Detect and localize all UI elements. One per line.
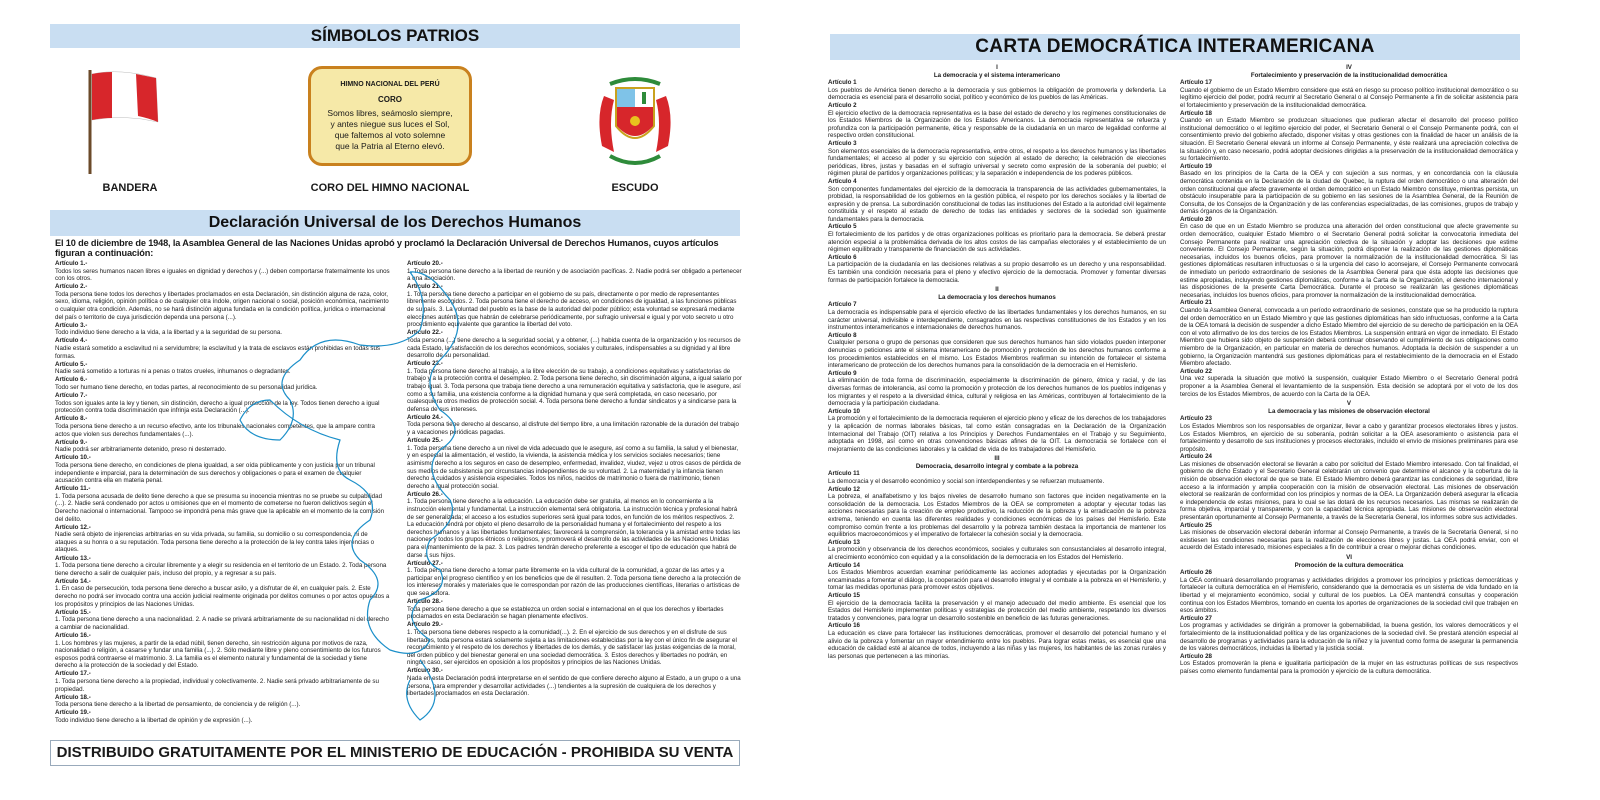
article-text: 1. Toda persona tiene derecho a la propiedad, individual y colectivamente. 2. Nadie será privado arbitrariamente de su propiedad. bbox=[55, 678, 379, 693]
article-text: 1. Toda persona tiene derecho al trabajo, a la libre elección de su trabajo, a condiciones equitativas y satisfactorias de trabajo y a la protección contra el desempleo. 2. Toda persona tiene derecho, sin discriminación alguna, a igual salario por trabajo igual. 3. Toda persona que trabaja tiene derecho a una remuneración equitativa y satisfactoria, que le asegure, así como a su familia, una existencia conforme a la dignidad humana y que será completada, en caso necesario, por cualesquiera otros medios de protección social. 4. Toda persona tiene derecho a fundar sindicatos y a sindicarse para la defensa de sus intereses. bbox=[407, 367, 742, 413]
article-number: Artículo 15 bbox=[828, 591, 860, 599]
article-number: Artículo 3 bbox=[828, 139, 857, 147]
article-text: En caso de que en un Estado Miembro se produzca una alteración del orden constitucional que afecte gravemente su orden democrático, cualquier Estado Miembro o el Secretario General podrá solicitar la convocatoria inmediata del Consejo Permanente para realizar una apreciación colectiva de la situación y adoptar las decisiones que estime conveniente. El Consejo Permanente, según la situación, podrá disponer la realización de las gestiones diplomáticas necesarias, incluidos los buenos oficios, para promover la normalización de la institucionalidad democrática. Si las gestiones diplomáticas resultaren infructuosas o si la urgencia del caso lo aconsejare, el Consejo Permanente convocará de inmediato un período extraordinario de sesiones de la Asamblea General para que ésta adopte las decisiones que estime apropiadas, incluyendo gestiones diplomáticas, conforme a la Carta de la Organización, el derecho internacional y las disposiciones de la presente Carta Democrática. Durante el proceso se realizarán las gestiones diplomáticas necesarias, incluidos los buenos oficios, para promover la normalización de la institucionalidad democrática. bbox=[1180, 223, 1518, 299]
carta-title: CARTA DEMOCRÁTICA INTERAMERICANA bbox=[830, 34, 1520, 60]
flag-caption: BANDERA bbox=[102, 182, 158, 194]
article-number: Artículo 30.- bbox=[407, 667, 443, 675]
article-text: Todo individuo tiene derecho a la libertad de opinión y de expresión (...). bbox=[55, 717, 253, 725]
article-number: Artículo 11.- bbox=[55, 485, 91, 493]
article-text: 1. Toda persona tiene derecho a un nivel de vida adecuado que le asegure, así como a su familia, la salud y el bienestar, y en especial la alimentación, el vestido, la vivienda, la asistencia médica y los servicios sociales necesarios; tiene asimismo derecho a los seguros en caso de desempleo, enfermedad, invalidez, viudez, vejez u otros casos de pérdida de sus medios de subsistencia por circunstancias independientes de su voluntad. 2. La maternidad y la infancia tienen derecho a cuidados y asistencia especiales. Todos los niños, nacidos de matrimonio o fuera de matrimonio, tienen derecho a igual protección social. bbox=[407, 444, 741, 490]
section-heading bbox=[1180, 400, 1518, 415]
article bbox=[828, 178, 1166, 224]
article-number: Artículo 21 bbox=[1180, 299, 1212, 307]
article-number: Artículo 16 bbox=[828, 622, 860, 630]
section-title: La democracia y el sistema interamericano bbox=[933, 71, 1061, 79]
article-number: Artículo 5 bbox=[828, 223, 857, 231]
article bbox=[407, 329, 742, 359]
article-number: Artículo 23.- bbox=[407, 360, 443, 368]
section-heading bbox=[828, 64, 1166, 79]
article-number: Artículo 15.- bbox=[55, 608, 91, 616]
section-heading bbox=[828, 455, 1166, 470]
section-number: VI bbox=[1346, 554, 1352, 561]
article-number: Artículo 2 bbox=[828, 101, 857, 109]
article bbox=[828, 592, 1166, 622]
section-title: La democracia y las misiones de observación electoral bbox=[1268, 407, 1430, 415]
article bbox=[1180, 368, 1518, 398]
article-number: Artículo 11 bbox=[828, 470, 860, 478]
coat-of-arms-icon bbox=[590, 66, 680, 178]
article-number: Artículo 13 bbox=[828, 538, 860, 546]
article-text: Nadie estará sometido a esclavitud ni a servidumbre; la esclavitud y la trata de esclavos están prohibidas en todas sus formas. bbox=[55, 345, 381, 360]
article bbox=[55, 670, 390, 693]
article-text: La pobreza, el analfabetismo y los bajos niveles de desarrollo humano son factores que inciden negativamente en la consolidación de la democracia. Los Estados Miembros de la OEA se comprometen a adoptar y ejecutar todas las acciones necesarias para la creación de empleo productivo, la reducción de la pobreza y la erradicación de la pobreza extrema, teniendo en cuenta las diferentes realidades y condiciones económicas de los países del Hemisferio. Este compromiso común frente a los problemas del desarrollo y la pobreza también destaca la importancia de mantener los equilibrios macroeconómicos y el imperativo de fortalecer la cohesión social y la democracia. bbox=[828, 493, 1166, 539]
article bbox=[828, 301, 1166, 331]
article-number: Artículo 28.- bbox=[407, 598, 443, 606]
article bbox=[1180, 110, 1518, 163]
article bbox=[55, 283, 390, 321]
article-number: Artículo 18 bbox=[1180, 109, 1212, 117]
article bbox=[828, 79, 1166, 102]
section-number: II bbox=[995, 286, 999, 294]
udhr-intro: El 10 de diciembre de 1948, la Asamblea General de las Naciones Unidas aprobó y proclamó la Declaración Universal de Derechos Humanos, cuyos artículos figuran a continuación: bbox=[55, 238, 719, 258]
article bbox=[55, 578, 390, 608]
article bbox=[1180, 79, 1518, 109]
article-number: Artículo 27 bbox=[1180, 614, 1212, 622]
article-number: Artículo 1.- bbox=[55, 260, 88, 267]
article-text: 1. En caso de persecución, toda persona tiene derecho a buscar asilo, y a disfrutar de él, en cualquier país. 2. Este derecho no podrá ser invocado contra una acción judicial realmente originada por delitos comunes o por actos opuestos a los propósitos y principios de las Naciones Unidas. bbox=[55, 585, 390, 608]
article bbox=[828, 254, 1166, 284]
article-number: Artículo 12.- bbox=[55, 523, 91, 531]
article-text: 1. Toda persona tiene derecho a una nacionalidad. 2. A nadie se privará arbitrariamente de su nacionalidad ni del derecho a cambiar de nacionalidad. bbox=[55, 616, 389, 631]
anthem-chorus-label: CORO bbox=[378, 95, 402, 104]
article-text: La eliminación de toda forma de discriminación, especialmente la discriminación de género, étnica y racial, y de las diversas formas de intolerancia, así como la promoción y protección de los derechos humanos de los pueblos indígenas y los migrantes y el respeto a la diversidad étnica, cultural y religiosa en las Américas, contribuyen al fortalecimiento de la democracia y la participación ciudadana. bbox=[828, 377, 1166, 408]
article bbox=[828, 486, 1166, 539]
article-number: Artículo 27.- bbox=[407, 559, 443, 567]
article-number: Artículo 3.- bbox=[55, 321, 88, 329]
article bbox=[1180, 299, 1518, 367]
article-number: Artículo 6.- bbox=[55, 376, 88, 384]
article-text: Nadie podrá ser arbitrariamente detenido, preso ni desterrado. bbox=[55, 446, 227, 454]
article-number: Artículo 18.- bbox=[55, 693, 91, 701]
flag-icon bbox=[80, 66, 180, 178]
article-text: 1. Toda persona acusada de delito tiene derecho a que se presuma su inocencia mientras no se pruebe su culpabilidad (...). 2. Nadie será condenado por actos u omisiones que en el momento de cometerse no fueron delictivos según el Derecho nacional o internacional. Tampoco se impondrá pena más grave que la aplicable en el momento de la comisión del delito. bbox=[55, 492, 385, 523]
anthem-caption: CORO DEL HIMNO NACIONAL bbox=[310, 182, 470, 194]
article-text: 1. Los hombres y las mujeres, a partir de la edad núbil, tienen derecho, sin restricción alguna por motivos de raza, nacionalidad o religión, a casarse y fundar una familia (...). 2. Sólo mediante libre y pleno consentimiento de los futuros esposos podrá contraerse el matrimonio. 3. La familia es el elemento natural y fundamental de la sociedad y tiene derecho a la protección de la sociedad y del Estado. bbox=[55, 639, 381, 670]
article bbox=[55, 392, 390, 415]
article-text: Toda persona tiene derecho a la libertad de pensamiento, de conciencia y de religión (...). bbox=[55, 701, 301, 709]
anthem-line: que la Patria al Eterno elevó. bbox=[335, 141, 445, 151]
article-number: Artículo 24 bbox=[1180, 453, 1212, 461]
section-heading bbox=[1180, 554, 1518, 569]
article bbox=[55, 415, 390, 438]
article-text: La promoción y el fortalecimiento de la democracia requieren el ejercicio pleno y eficaz de los derechos de los trabajadores y la aplicación de normas laborales básicas, tal como están consagradas en la Declaración de la Organización Internacional del Trabajo (OIT) relativa a los Principios y Derechos Fundamentales en el Trabajo y su Seguimiento, adoptada en 1998, así como en otras convenciones básicas afines de la OIT. La democracia se fortalece con el mejoramiento de las condiciones laborales y la calidad de vida de los trabajadores del Hemisferio. bbox=[828, 415, 1166, 453]
article bbox=[55, 260, 390, 283]
article-number: Artículo 25 bbox=[1180, 521, 1212, 529]
article-number: Artículo 10 bbox=[828, 407, 860, 415]
article bbox=[55, 439, 390, 454]
article-text: Todo ser humano tiene derecho, en todas partes, al reconocimiento de su personalidad jurídica. bbox=[55, 384, 318, 391]
article bbox=[55, 524, 390, 554]
article-text: Los Estados Miembros son los responsables de organizar, llevar a cabo y garantizar procesos electorales libres y justos. Los Estados Miembros, en ejercicio de su soberanía, podrán solicitar a la OEA asesoramiento o asistencia para el fortalecimiento y desarrollo de sus instituciones y procesos electorales, incluido el envío de misiones preliminares para ese propósito. bbox=[1180, 422, 1518, 453]
article-text: La promoción y observancia de los derechos económicos, sociales y culturales son consustanciales al desarrollo integral, al crecimiento económico con equidad y a la consolidación de la democracia en los Estados del Hemisferio. bbox=[828, 546, 1166, 561]
shield-caption: ESCUDO bbox=[611, 182, 659, 194]
article bbox=[55, 337, 390, 360]
article bbox=[1180, 653, 1518, 676]
udhr-column-1 bbox=[55, 260, 390, 725]
article-number: Artículo 21.- bbox=[407, 283, 443, 291]
article-text: Cualquier persona o grupo de personas que consideren que sus derechos humanos han sido violados pueden interponer denuncias o peticiones ante el sistema interamericano de promoción y protección de los derechos humanos conforme a los procedimientos establecidos en el mismo. Los Estados Miembros reafirman su intención de fortalecer el sistema interamericano de protección de los derechos humanos para la consolidación de la democracia en el Hemisferio. bbox=[828, 339, 1166, 370]
article-number: Artículo 8.- bbox=[55, 415, 88, 423]
article bbox=[1180, 453, 1518, 521]
article bbox=[407, 667, 742, 697]
article-text: Toda persona tiene todos los derechos y libertades proclamados en esta Declaración, sin distinción alguna de raza, color, sexo, idioma, religión, opinión política o de cualquier otra índole, origen nacional o social, posición económica, nacimiento o cualquier otra condición. Además, no se hará distinción alguna fundada en la condición política, jurídica o internacional del país o territorio de cuya jurisdicción dependa una persona (...). bbox=[55, 290, 389, 321]
article bbox=[1180, 415, 1518, 453]
article-text: Cuando el gobierno de un Estado Miembro considere que está en riesgo su proceso político institucional democrático o su legítimo ejercicio del poder, podrá recurrir al Secretario General o al Consejo Permanente a fin de solicitar asistencia para el fortalecimiento y preservación de la institucionalidad democrática. bbox=[1180, 86, 1518, 109]
article-number: Artículo 19 bbox=[1180, 162, 1212, 170]
article-text: Cuando en un Estado Miembro se produzcan situaciones que pudieran afectar el desarrollo del proceso político institucional democrático o el legítimo ejercicio del poder, el Secretario General o el Consejo Permanente podrá, con el consentimiento previo del gobierno afectado, disponer visitas y otras gestiones con la finalidad de hacer un análisis de la situación. El Secretario General elevará un informe al Consejo Permanente, y éste realizará una apreciación colectiva de la situación y, en caso necesario, podrá adoptar decisiones dirigidas a la preservación de la institucionalidad democrática y su fortalecimiento. bbox=[1180, 117, 1518, 163]
article bbox=[55, 694, 390, 709]
article bbox=[55, 361, 390, 376]
article-text: Nadie será objeto de injerencias arbitrarias en su vida privada, su familia, su domicilio o su correspondencia, ni de ataques a su honra o a su reputación. Toda persona tiene derecho a la protección de la ley contra tales injerencias o ataques. bbox=[55, 531, 375, 554]
article-text: Nadie será sometido a torturas ni a penas o tratos crueles, inhumanos o degradantes. bbox=[55, 368, 291, 376]
article-text: Los pueblos de América tienen derecho a la democracia y sus gobiernos la obligación de promoverla y defenderla. La democracia es esencial para el desarrollo social, político y económico de los pueblos de las Américas. bbox=[828, 86, 1166, 102]
article-number: Artículo 20.- bbox=[407, 260, 443, 267]
section-title: Democracia, desarrollo integral y combate a la pobreza bbox=[915, 462, 1079, 470]
article-text: 1. Toda persona tiene derecho a participar en el gobierno de su país, directamente o por medio de representantes libremente escogidos. 2. Toda persona tiene el derecho de acceso, en condiciones de igualdad, a las funciones públicas de su país. 3. La voluntad del pueblo es la base de la autoridad del poder público; esta voluntad se expresará mediante elecciones auténticas que habrán de celebrarse periódicamente, por sufragio universal e igual y por voto secreto u otro procedimiento equivalente que garantice la libertad del voto. bbox=[407, 290, 737, 329]
article-text: Todos son iguales ante la ley y tienen, sin distinción, derecho a igual protección de la ley. Todos tienen derecho a igual protección contra toda discriminación que infrinja esta Declaración (...). bbox=[55, 399, 380, 415]
article-text: La democracia y el desarrollo económico y social son interdependientes y se refuerzan mutuamente. bbox=[828, 478, 1105, 486]
article-number: Artículo 22.- bbox=[407, 329, 443, 337]
article-text: Toda persona tiene derecho a un recurso efectivo, ante los tribunales nacionales competentes, que la ampare contra actos que violen sus derechos fundamentales (...). bbox=[55, 422, 375, 438]
article-number: Artículo 1 bbox=[828, 79, 857, 87]
carta-column-2 bbox=[1180, 62, 1518, 676]
article bbox=[407, 621, 742, 667]
article-number: Artículo 12 bbox=[828, 485, 860, 493]
article-number: Artículo 19.- bbox=[55, 709, 91, 717]
anthem-line: que faltemos al voto solemne bbox=[334, 130, 446, 140]
article bbox=[1180, 163, 1518, 216]
article-text: El ejercicio de la democracia facilita la preservación y el manejo adecuado del medio ambiente. Es esencial que los Estados del Hemisferio implementen políticas y estrategias de protección del medio ambiente, respetando los diversos tratados y convenciones, para lograr un desarrollo sostenible en beneficio de las futuras generaciones. bbox=[828, 599, 1166, 622]
udhr-title: Declaración Universal de los Derechos Humanos bbox=[50, 210, 740, 236]
article-number: Artículo 10.- bbox=[55, 454, 91, 462]
article-text: Basado en los principios de la Carta de la OEA y con sujeción a sus normas, y en concordancia con la cláusula democrática contenida en la Declaración de la ciudad de Quebec, la ruptura del orden democrático o una alteración del orden constitucional que afecte gravemente el orden democrático en un Estado Miembro constituye, mientras persista, un obstáculo insuperable para la participación de su gobierno en las sesiones de la Asamblea General, de la Reunión de Consulta, de los Consejos de la Organización y de las conferencias especializadas, de las comisiones, grupos de trabajo y demás órganos de la Organización. bbox=[1180, 170, 1518, 216]
article-text: Cuando la Asamblea General, convocada a un período extraordinario de sesiones, constate que se ha producido la ruptura del orden democrático en un Estado Miembro y que las gestiones diplomáticas han sido infructuosas, conforme a la Carta de la OEA tomará la decisión de suspender a dicho Estado Miembro del ejercicio de su derecho de participación en la OEA con el voto afirmativo de los dos tercios de los Estados Miembros. La suspensión entrará en vigor de inmediato. El Estado Miembro que hubiera sido objeto de suspensión deberá continuar observando el cumplimiento de sus obligaciones como miembro de la Organización, en particular en materia de derechos humanos. Adoptada la decisión de suspender a un gobierno, la Organización mantendrá sus gestiones diplomáticas para el restablecimiento de la democracia en el Estado Miembro afectado. bbox=[1180, 307, 1518, 368]
article bbox=[55, 485, 390, 523]
section-number: III bbox=[994, 455, 1000, 463]
article-number: Artículo 29.- bbox=[407, 621, 443, 629]
article-text: El ejercicio efectivo de la democracia representativa es la base del estado de derecho y los regímenes constitucionales de los Estados Miembros de la Organización de los Estados Americanos. La democracia representativa se refuerza y profundiza con la participación permanente, ética y responsable de la ciudadanía en un marco de legalidad conforme al respectivo orden constitucional. bbox=[828, 109, 1166, 140]
article-number: Artículo 26.- bbox=[407, 490, 443, 498]
article-number: Artículo 16.- bbox=[55, 632, 91, 639]
article bbox=[407, 491, 742, 559]
article-text: 1. Toda persona tiene deberes respecto a la comunidad(...). 2. En el ejercicio de sus derechos y en el disfrute de sus libertades, toda persona estará solamente sujeta a las limitaciones establecidas por la ley con el único fin de asegurar el reconocimiento y el respeto de los derechos y libertades de los demás, y de satisfacer las justas exigencias de la moral, del orden público y del bienestar general en una sociedad democrática. 3. Estos derechos y libertades no podrán, en ningún caso, ser ejercidos en oposición a los propósitos y principios de las Naciones Unidas. bbox=[407, 629, 737, 667]
article bbox=[828, 140, 1166, 178]
anthem-line: Somos libres, seámoslo siempre, bbox=[327, 108, 453, 118]
article bbox=[1180, 522, 1518, 552]
article-number: Artículo 4.- bbox=[55, 337, 88, 345]
article bbox=[55, 454, 390, 484]
article-text: Una vez superada la situación que motivó la suspensión, cualquier Estado Miembro o el Secretario General podrá proponer a la Asamblea General el levantamiento de la suspensión. Esta decisión se adoptará por el voto de los dos tercios de los Estados Miembros, de acuerdo con la Carta de la OEA. bbox=[1180, 375, 1518, 398]
article-number: Artículo 23 bbox=[1180, 415, 1212, 423]
udhr-column-2 bbox=[407, 260, 742, 698]
article-text: Son componentes fundamentales del ejercicio de la democracia la transparencia de las actividades gubernamentales, la probidad, la responsabilidad de los gobiernos en la gestión pública, el respeto por los derechos sociales y la libertad de expresión y de prensa. La subordinación constitucional de todas las instituciones del Estado a la autoridad civil legalmente constituida y el respeto al estado de derecho de todas las entidades y sectores de la sociedad son igualmente fundamentales para la democracia. bbox=[828, 185, 1166, 223]
section-title: La democracia y los derechos humanos bbox=[938, 293, 1056, 301]
article bbox=[55, 555, 390, 578]
article-text: La democracia es indispensable para el ejercicio efectivo de las libertades fundamentales y los derechos humanos, en su carácter universal, indivisible e interdependiente, consagrados en las respectivas constituciones de los Estados y en los instrumentos interamericanos e internacionales de derechos humanos. bbox=[828, 309, 1166, 332]
article bbox=[828, 539, 1166, 562]
article-text: Toda persona (...) tiene derecho a la seguridad social, y a obtener, (...) habida cuenta de la organización y los recursos de cada Estado, la satisfacción de los derechos económicos, sociales y culturales, indispensables a su dignidad y al libre desarrollo de su personalidad. bbox=[407, 336, 741, 360]
article bbox=[407, 414, 742, 437]
article-text: Los Estados Miembros acuerdan examinar periódicamente las acciones adoptadas y ejecutadas por la Organización encaminadas a fomentar el diálogo, la cooperación para el desarrollo integral y el combate a la pobreza en el Hemisferio, y tomar las medidas oportunas para promover estos objetivos. bbox=[828, 569, 1166, 592]
flag-symbol bbox=[80, 62, 180, 194]
article bbox=[407, 560, 742, 598]
article-text: Nada en esta Declaración podrá interpretarse en el sentido de que confiere derecho alguno al Estado, a un grupo o a una persona, para emprender y desarrollar actividades (...) tendientes a la supresión de cualquiera de los derechos y libertades proclamados en esta Declaración. bbox=[407, 675, 741, 698]
article-text: Las misiones de observación electoral deberán informar al Consejo Permanente, a través de la Secretaría General, si no existiesen las condiciones necesarias para la realización de elecciones libres y justas. La OEA podrá enviar, con el acuerdo del Estado interesado, misiones especiales a fin de contribuir a crear o mejorar dichas condiciones. bbox=[1180, 529, 1518, 552]
article-text: 1. Toda persona tiene derecho a circular libremente y a elegir su residencia en el territorio de un Estado. 2. Toda persona tiene derecho a salir de cualquier país, incluso del propio, y a regresar a su país. bbox=[55, 562, 387, 577]
article bbox=[407, 260, 742, 283]
section-number: I bbox=[996, 64, 998, 71]
article bbox=[407, 437, 742, 490]
section-number: IV bbox=[1346, 64, 1352, 71]
article bbox=[55, 632, 390, 670]
article bbox=[828, 408, 1166, 454]
article bbox=[407, 598, 742, 621]
article-text: Toda persona tiene derecho, en condiciones de plena igualdad, a ser oída públicamente y con justicia por un tribunal independiente e imparcial, para la determinación de sus derechos y obligaciones o para el examen de cualquier acusación contra ella en materia penal. bbox=[55, 461, 375, 485]
article-text: Son elementos esenciales de la democracia representativa, entre otros, el respeto a los derechos humanos y las libertades fundamentales; el acceso al poder y su ejercicio con sujeción al estado de derecho; la celebración de elecciones periódicas, libres, justas y basadas en el sufragio universal y secreto como expresión de la soberanía del pueblo; el régimen plural de partidos y organizaciones políticas; y la separación e independencia de los poderes públicos. bbox=[828, 147, 1166, 178]
article bbox=[407, 283, 742, 329]
article-number: Artículo 20 bbox=[1180, 215, 1212, 223]
article-number: Artículo 17 bbox=[1180, 79, 1212, 87]
article bbox=[828, 470, 1166, 485]
article-number: Artículo 24.- bbox=[407, 413, 443, 421]
article-number: Artículo 13.- bbox=[55, 554, 91, 562]
article bbox=[828, 223, 1166, 253]
article bbox=[828, 622, 1166, 660]
article-number: Artículo 26 bbox=[1180, 569, 1212, 577]
article-text: 1. Toda persona tiene derecho a tomar parte libremente en la vida cultural de la comunidad, a gozar de las artes y a participar en el progreso científico y en los beneficios que de él resulten. 2. Toda persona tiene derecho a la protección de los intereses morales y materiales que le correspondan por razón de las producciones científicas, literarias o artísticas de que sea autora. bbox=[407, 567, 741, 598]
article-number: Artículo 2.- bbox=[55, 283, 88, 291]
article bbox=[828, 332, 1166, 370]
article-text: El fortalecimiento de los partidos y de otras organizaciones políticas es prioritario para la democracia. Se deberá prestar atención especial a la problemática derivada de los altos costos de las campañas electorales y el establecimiento de un régimen equilibrado y transparente de financiación de sus actividades. bbox=[828, 231, 1166, 254]
section-heading bbox=[828, 286, 1166, 301]
article-text: Los programas y actividades se dirigirán a promover la gobernabilidad, la buena gestión, los valores democráticos y el fortalecimiento de la institucionalidad política y de las organizaciones de la sociedad civil. Se prestará atención especial al desarrollo de programas y actividades para la educación de la niñez y la juventud como forma de asegurar la permanencia de los valores democráticos, incluidas la libertad y la justicia social. bbox=[1180, 622, 1518, 653]
article bbox=[1180, 216, 1518, 300]
article-text: 1. Toda persona tiene derecho a la educación. La educación debe ser gratuita, al menos en lo concerniente a la instrucción elemental y fundamental. La instrucción elemental será obligatoria. La instrucción técnica y profesional habrá de ser generalizada; el acceso a los estudios superiores será igual para todos, en función de los méritos respectivos. 2. La educación tendrá por objeto el pleno desarrollo de la personalidad humana y el fortalecimiento del respeto a los derechos humanos y a las libertades fundamentales; favorecerá la comprensión, la tolerancia y la amistad entre todas las naciones y todos los grupos étnicos o religiosos, y promoverá el desarrollo de las actividades de las Naciones Unidas para el mantenimiento de la paz. 3. Los padres tendrán derecho preferente a escoger el tipo de educación que habrá de darse a sus hijos. bbox=[407, 498, 741, 559]
article-text: Las misiones de observación electoral se llevarán a cabo por solicitud del Estado Miembro interesado. Con tal finalidad, el gobierno de dicho Estado y el Secretario General celebrarán un convenio que determine el alcance y la cobertura de la misión de observación electoral de que se trate. El Estado Miembro deberá garantizar las condiciones de seguridad, libre acceso a la información y amplia cooperación con la misión de observación electoral. Las misiones de observación electoral se realizarán de conformidad con los principios y normas de la OEA. La Organización deberá asegurar la eficacia e independencia de estas misiones, para lo cual se las dotará de los recursos necesarios. Las mismas se realizarán de forma objetiva, imparcial y transparente, y con la capacidad técnica apropiada. Las misiones de observación electoral presentarán oportunamente al Consejo Permanente, a través de la Secretaría General, los informes sobre sus actividades. bbox=[1180, 460, 1518, 522]
anthem-title: HIMNO NACIONAL DEL PERÚ bbox=[340, 81, 440, 88]
article-number: Artículo 22 bbox=[1180, 367, 1212, 375]
section-title: Promoción de la cultura democrática bbox=[1294, 561, 1404, 569]
symbols-title: SÍMBOLOS PATRIOS bbox=[50, 24, 740, 48]
article-number: Artículo 8 bbox=[828, 331, 857, 339]
article-text: Los Estados promoverán la plena e igualitaria participación de la mujer en las estructuras políticas de sus respectivos países como elemento fundamental para la promoción y ejercicio de la cultura democrática. bbox=[1180, 660, 1518, 675]
article-number: Artículo 4 bbox=[828, 177, 857, 185]
shield-symbol bbox=[590, 62, 680, 194]
article-number: Artículo 6 bbox=[828, 253, 857, 261]
article bbox=[1180, 615, 1518, 653]
article-text: Toda persona tiene derecho al descanso, al disfrute del tiempo libre, a una limitación razonable de la duración del trabajo y a vacaciones periódicas pagadas. bbox=[407, 421, 739, 437]
carta-column-1 bbox=[828, 62, 1166, 660]
section-title: Fortalecimiento y preservación de la institucionalidad democrática bbox=[1250, 71, 1448, 79]
article-text: Todos los seres humanos nacen libres e iguales en dignidad y derechos y (...) deben comportarse fraternalmente los unos con los otros. bbox=[55, 267, 390, 283]
article-text: Toda persona tiene derecho a que se establezca un orden social e internacional en el que los derechos y libertades proclamados en esta Declaración se hagan plenamente efectivos. bbox=[407, 605, 724, 621]
article bbox=[55, 709, 390, 724]
article bbox=[828, 370, 1166, 408]
anthem-scroll bbox=[308, 66, 472, 166]
article-text: La educación es clave para fortalecer las instituciones democráticas, promover el desarrollo del potencial humano y el alivio de la pobreza y fomentar un mayor entendimiento entre los pueblos. Para lograr estas metas, es esencial que una educación de calidad esté al alcance de todos, incluyendo a las niñas y las mujeres, los habitantes de las zonas rurales y las personas que pertenecen a las minorías. bbox=[828, 629, 1166, 660]
article-number: Artículo 9 bbox=[828, 369, 857, 377]
right-panel bbox=[820, 0, 1600, 800]
article bbox=[828, 102, 1166, 140]
article-number: Artículo 28 bbox=[1180, 652, 1212, 660]
article-number: Artículo 7.- bbox=[55, 392, 88, 400]
article bbox=[55, 609, 390, 632]
article-number: Artículo 14 bbox=[828, 561, 860, 569]
article bbox=[407, 360, 742, 413]
article-text: 1. Toda persona tiene derecho a la libertad de reunión y de asociación pacíficas. 2. Nadie podrá ser obligado a pertenecer a una asociación. bbox=[407, 267, 742, 283]
article-number: Artículo 25.- bbox=[407, 437, 443, 445]
left-panel bbox=[0, 0, 770, 800]
section-heading bbox=[1180, 64, 1518, 79]
article-text: La OEA continuará desarrollando programas y actividades dirigidos a promover los principios y prácticas democráticas y fortalecer la cultura democrática en el Hemisferio, considerando que la democracia es un sistema de vida fundado en la libertad y el mejoramiento económico, social y cultural de los pueblos. La OEA mantendrá consultas y cooperación continua con los Estados Miembros, tomando en cuenta los aportes de organizaciones de la sociedad civil que trabajen en esos ámbitos. bbox=[1180, 576, 1518, 615]
anthem-line: y antes niegue sus luces el Sol, bbox=[330, 119, 450, 129]
article bbox=[1180, 569, 1518, 615]
article-number: Artículo 14.- bbox=[55, 577, 91, 585]
article-text: Todo individuo tiene derecho a la vida, a la libertad y a la seguridad de su persona. bbox=[55, 329, 283, 337]
article bbox=[55, 376, 390, 391]
article-text: La participación de la ciudadanía en las decisiones relativas a su propio desarrollo es un derecho y una responsabilidad. Es también una condición necesaria para el pleno y efectivo ejercicio de la democracia. Promover y fomentar diversas formas de participación fortalece la democracia. bbox=[828, 261, 1166, 284]
article-number: Artículo 5.- bbox=[55, 360, 88, 368]
anthem-symbol bbox=[300, 62, 480, 194]
article bbox=[55, 322, 390, 337]
article-number: Artículo 7 bbox=[828, 301, 857, 309]
distribution-footer: DISTRIBUIDO GRATUITAMENTE POR EL MINISTERIO DE EDUCACIÓN - PROHIBIDA SU VENTA bbox=[50, 740, 740, 766]
article bbox=[828, 562, 1166, 592]
article-number: Artículo 9.- bbox=[55, 438, 88, 446]
article-number: Artículo 17.- bbox=[55, 670, 91, 678]
section-number: V bbox=[1346, 400, 1352, 408]
